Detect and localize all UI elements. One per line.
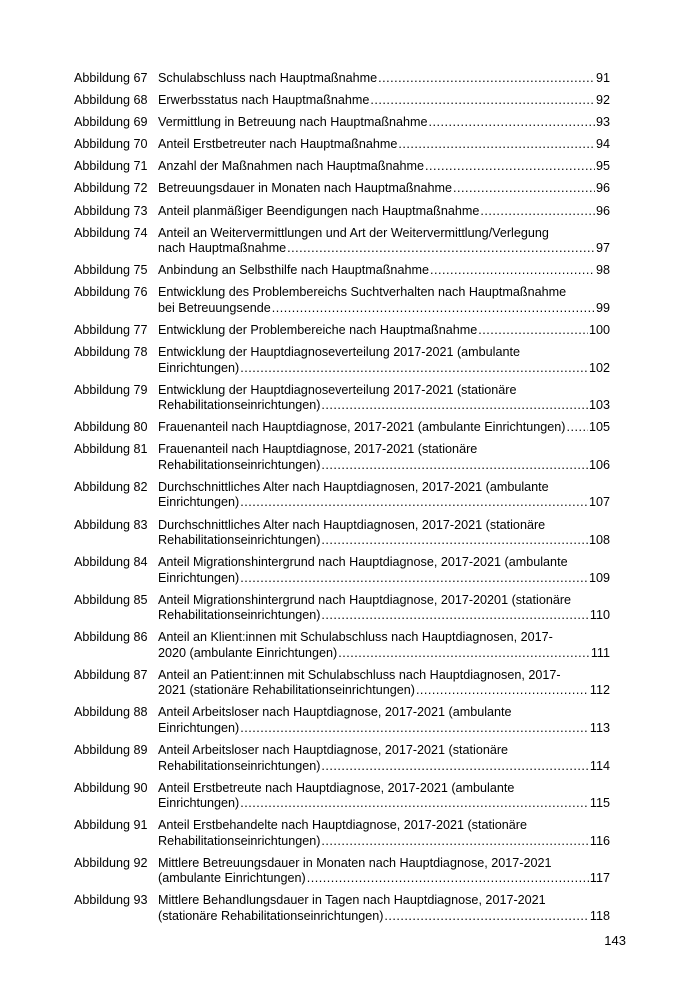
entry-title-last-line xyxy=(158,871,610,887)
entry-page-number[interactable]: 116 xyxy=(589,833,610,848)
figure-label: Abbildung 93 xyxy=(74,893,148,908)
entry-page-number[interactable]: 99 xyxy=(595,300,610,315)
entry-title-last-line xyxy=(158,683,610,699)
entry-title-tail: Rehabilitationseinrichtungen) xyxy=(158,758,321,773)
entry-text xyxy=(158,204,610,220)
toc-entry[interactable] xyxy=(74,555,610,586)
figure-label: Abbildung 87 xyxy=(74,667,148,682)
figure-label: Abbildung 72 xyxy=(74,181,148,196)
toc-entry[interactable] xyxy=(74,383,610,414)
entry-title-line1: Entwicklung der Hauptdiagnoseverteilung 2017-2021 (stationäre xyxy=(158,382,517,397)
dot-leader xyxy=(321,759,589,775)
toc-entry[interactable] xyxy=(74,893,610,924)
toc-entry[interactable] xyxy=(74,204,610,220)
dot-leader xyxy=(240,361,588,377)
entry-title-line1: Durchschnittliches Alter nach Hauptdiagnosen, 2017-2021 (stationäre xyxy=(158,517,546,532)
entry-text xyxy=(158,323,610,339)
entry-page-number[interactable]: 112 xyxy=(589,683,610,698)
entry-title-tail: Rehabilitationseinrichtungen) xyxy=(158,533,321,547)
entry-text xyxy=(158,181,610,197)
dot-leader xyxy=(430,263,595,279)
entry-title-last-line xyxy=(158,721,610,737)
entry-title-tail: Vermittlung in Betreuung nach Hauptmaßnahme xyxy=(158,115,428,130)
figure-label: Abbildung 85 xyxy=(74,592,148,607)
entry-text xyxy=(158,668,610,699)
figure-label: Abbildung 83 xyxy=(74,517,148,532)
entry-title-tail: Anteil planmäßiger Beendigungen nach Hauptmaßnahme xyxy=(158,203,480,218)
entry-title-last-line xyxy=(158,263,610,279)
figure-label: Abbildung 89 xyxy=(74,743,148,758)
dot-leader xyxy=(321,834,589,850)
entry-title-tail: Entwicklung der Problembereiche nach Hauptmaßnahme xyxy=(158,322,478,337)
entry-title-line1: Anteil Arbeitsloser nach Hauptdiagnose, 2017-2021 (stationäre xyxy=(158,743,509,758)
entry-title-last-line xyxy=(158,533,610,549)
entry-title-tail: Betreuungsdauer in Monaten nach Hauptmaßnahme xyxy=(158,181,453,196)
toc-entry[interactable] xyxy=(74,93,610,109)
toc-entry[interactable] xyxy=(74,856,610,887)
entry-title-last-line xyxy=(158,458,610,474)
entry-title-last-line xyxy=(158,834,610,850)
entry-title-line1: Anteil Arbeitsloser nach Hauptdiagnose, 2017-2021 (ambulante xyxy=(158,705,512,720)
figure-label: Abbildung 73 xyxy=(74,203,148,218)
entry-title-last-line xyxy=(158,796,610,812)
entry-title-tail: Anteil Erstbetreuter nach Hauptmaßnahme xyxy=(158,137,398,152)
figure-label: Abbildung 90 xyxy=(74,780,148,795)
entry-title-tail: 2021 (stationäre Rehabilitationseinrichtungen) xyxy=(158,683,415,698)
entry-title-tail: Erwerbsstatus nach Hauptmaßnahme xyxy=(158,93,370,108)
figure-label: Abbildung 84 xyxy=(74,555,148,570)
entry-title-line1: Anteil an Klient:innen mit Schulabschluss nach Hauptdiagnosen, 2017- xyxy=(158,630,553,645)
toc-entry[interactable] xyxy=(74,115,610,131)
figure-label: Abbildung 88 xyxy=(74,705,148,720)
entry-text xyxy=(158,263,610,279)
entry-page-number[interactable]: 111 xyxy=(590,645,610,660)
figure-label: Abbildung 81 xyxy=(74,442,148,457)
toc-entry[interactable] xyxy=(74,137,610,153)
entry-title-line1: Entwicklung der Hauptdiagnoseverteilung 2017-2021 (ambulante xyxy=(158,345,520,360)
dot-leader xyxy=(453,181,595,197)
entry-title-tail: Einrichtungen) xyxy=(158,570,240,585)
dot-leader xyxy=(321,458,588,474)
toc-entry[interactable] xyxy=(74,781,610,812)
entry-title-tail: Einrichtungen) xyxy=(158,360,240,375)
figure-label: Abbildung 70 xyxy=(74,137,148,152)
toc-entry[interactable] xyxy=(74,420,610,436)
entry-title-last-line xyxy=(158,909,610,925)
entry-text xyxy=(158,743,610,774)
dot-leader xyxy=(429,115,595,131)
dot-leader xyxy=(398,137,595,153)
entry-title-last-line xyxy=(158,93,610,109)
page-number: 143 xyxy=(604,933,626,948)
entry-text xyxy=(158,115,610,131)
entry-text xyxy=(158,71,610,87)
figure-label: Abbildung 91 xyxy=(74,818,148,833)
entry-title-tail: Rehabilitationseinrichtungen) xyxy=(158,833,321,848)
figure-label: Abbildung 67 xyxy=(74,71,148,85)
toc-entry[interactable] xyxy=(74,285,610,316)
dot-leader xyxy=(425,159,595,175)
entry-text xyxy=(158,856,610,887)
entry-page-number[interactable]: 113 xyxy=(589,720,610,735)
entry-text xyxy=(158,159,610,175)
entry-title-tail: Rehabilitationseinrichtungen) xyxy=(158,608,321,623)
dot-leader xyxy=(321,398,588,414)
toc-entry[interactable] xyxy=(74,668,610,699)
entry-title-last-line xyxy=(158,608,610,624)
entry-title-tail: Frauenanteil nach Hauptdiagnose, 2017-2021 (ambulante Einrichtungen) xyxy=(158,420,566,435)
entry-text xyxy=(158,893,610,924)
entry-title-last-line xyxy=(158,181,610,197)
toc-entry[interactable] xyxy=(74,71,610,87)
entry-title-tail: 2020 (ambulante Einrichtungen) xyxy=(158,645,338,660)
toc-entry[interactable] xyxy=(74,705,610,736)
entry-text xyxy=(158,345,610,376)
dot-leader xyxy=(478,323,588,339)
entry-title-last-line xyxy=(158,204,610,220)
entry-title-tail: Rehabilitationseinrichtungen) xyxy=(158,457,321,472)
figure-list xyxy=(74,71,610,931)
figure-label: Abbildung 82 xyxy=(74,479,148,494)
dot-leader xyxy=(338,646,590,662)
toc-entry[interactable] xyxy=(74,442,610,473)
toc-entry[interactable] xyxy=(74,480,610,511)
entry-page-number[interactable]: 91 xyxy=(595,71,610,85)
entry-title-tail: Einrichtungen) xyxy=(158,796,240,811)
dot-leader xyxy=(378,71,595,87)
toc-entry[interactable] xyxy=(74,630,610,661)
figure-label: Abbildung 71 xyxy=(74,159,148,174)
dot-leader xyxy=(307,871,589,887)
entry-page-number[interactable]: 110 xyxy=(589,608,610,623)
dot-leader xyxy=(566,420,588,436)
dot-leader xyxy=(240,796,589,812)
entry-text xyxy=(158,555,610,586)
entry-page-number[interactable]: 92 xyxy=(595,93,610,108)
entry-page-number[interactable]: 107 xyxy=(588,495,610,510)
entry-text xyxy=(158,705,610,736)
entry-title-last-line xyxy=(158,759,610,775)
dot-leader xyxy=(321,533,588,549)
entry-title-last-line xyxy=(158,241,610,257)
entry-page-number[interactable]: 97 xyxy=(595,241,610,256)
entry-page-number[interactable]: 103 xyxy=(588,398,610,413)
figure-label: Abbildung 92 xyxy=(74,855,148,870)
entry-page-number[interactable]: 109 xyxy=(588,570,610,585)
toc-entry[interactable] xyxy=(74,181,610,197)
entry-title-tail: (stationäre Rehabilitationseinrichtungen) xyxy=(158,908,384,923)
dot-leader xyxy=(384,909,589,925)
dot-leader xyxy=(287,241,595,257)
entry-title-line1: Anteil Erstbetreute nach Hauptdiagnose, 2017-2021 (ambulante xyxy=(158,780,515,795)
entry-page-number[interactable]: 96 xyxy=(595,203,610,218)
toc-entry[interactable] xyxy=(74,345,610,376)
entry-page-number[interactable]: 95 xyxy=(595,159,610,174)
toc-entry[interactable] xyxy=(74,159,610,175)
entry-page-number[interactable]: 114 xyxy=(589,758,610,773)
entry-text xyxy=(158,818,610,849)
dot-leader xyxy=(416,683,589,699)
entry-title-line1: Mittlere Behandlungsdauer in Tagen nach Hauptdiagnose, 2017-2021 xyxy=(158,893,546,908)
entry-title-line1: Frauenanteil nach Hauptdiagnose, 2017-2021 (stationäre xyxy=(158,442,478,457)
figure-label: Abbildung 68 xyxy=(74,93,148,108)
entry-page-number[interactable]: 115 xyxy=(589,796,610,811)
entry-title-line1: Entwicklung des Problembereichs Suchtverhalten nach Hauptmaßnahme xyxy=(158,285,567,300)
dot-leader xyxy=(240,721,589,737)
dot-leader xyxy=(480,204,595,220)
figure-label: Abbildung 80 xyxy=(74,420,148,435)
entry-title-tail: (ambulante Einrichtungen) xyxy=(158,871,306,886)
entry-title-tail: Anzahl der Maßnahmen nach Hauptmaßnahme xyxy=(158,159,425,174)
toc-entry[interactable] xyxy=(74,323,610,339)
dot-leader xyxy=(272,301,595,317)
entry-title-tail: Schulabschluss nach Hauptmaßnahme xyxy=(158,71,378,85)
entry-page-number[interactable]: 117 xyxy=(589,871,610,886)
entry-title-last-line xyxy=(158,571,610,587)
figure-label: Abbildung 77 xyxy=(74,322,148,337)
dot-leader xyxy=(321,608,589,624)
entry-text xyxy=(158,593,610,624)
entry-title-tail: Rehabilitationseinrichtungen) xyxy=(158,398,321,413)
entry-title-line1: Mittlere Betreuungsdauer in Monaten nach Hauptdiagnose, 2017-2021 xyxy=(158,855,552,870)
entry-title-last-line xyxy=(158,323,610,339)
toc-entry[interactable] xyxy=(74,593,610,624)
entry-title-line1: Anteil Migrationshintergrund nach Hauptdiagnose, 2017-20201 (stationäre xyxy=(158,592,572,607)
entry-page-number[interactable]: 94 xyxy=(595,137,610,152)
entry-title-last-line xyxy=(158,301,610,317)
entry-text xyxy=(158,93,610,109)
entry-title-last-line xyxy=(158,159,610,175)
entry-title-tail: Einrichtungen) xyxy=(158,720,240,735)
toc-entry[interactable] xyxy=(74,818,610,849)
entry-text xyxy=(158,781,610,812)
entry-page-number[interactable]: 106 xyxy=(588,457,610,472)
entry-text xyxy=(158,137,610,153)
entry-text xyxy=(158,480,610,511)
entry-page-number[interactable]: 108 xyxy=(588,533,610,547)
dot-leader xyxy=(370,93,595,109)
entry-title-tail: Einrichtungen) xyxy=(158,495,240,510)
figure-label: Abbildung 69 xyxy=(74,115,148,130)
entry-title-last-line xyxy=(158,398,610,414)
entry-text xyxy=(158,420,610,436)
entry-title-tail: bei Betreuungsende xyxy=(158,300,271,315)
toc-entry[interactable] xyxy=(74,263,610,279)
entry-text xyxy=(158,630,610,661)
figure-label: Abbildung 86 xyxy=(74,630,148,645)
entry-title-tail: nach Hauptmaßnahme xyxy=(158,241,287,256)
entry-page-number[interactable]: 98 xyxy=(595,263,610,278)
entry-text xyxy=(158,383,610,414)
entry-title-last-line xyxy=(158,646,610,662)
dot-leader xyxy=(240,495,588,511)
entry-title-last-line xyxy=(158,71,610,87)
entry-title-line1: Anteil Migrationshintergrund nach Hauptdiagnose, 2017-2021 (ambulante xyxy=(158,555,568,570)
entry-title-last-line xyxy=(158,495,610,511)
entry-page-number[interactable]: 118 xyxy=(589,908,610,923)
entry-title-last-line xyxy=(158,361,610,377)
figure-label: Abbildung 78 xyxy=(74,345,148,360)
entry-page-number[interactable]: 93 xyxy=(595,115,610,130)
entry-page-number[interactable]: 105 xyxy=(588,420,610,435)
figure-label: Abbildung 74 xyxy=(74,225,148,240)
entry-page-number[interactable]: 96 xyxy=(595,181,610,196)
entry-title-line1: Anteil Erstbehandelte nach Hauptdiagnose, 2017-2021 (stationäre xyxy=(158,818,527,833)
toc-entry[interactable] xyxy=(74,226,610,257)
entry-page-number[interactable]: 100 xyxy=(588,322,610,337)
entry-text xyxy=(158,285,610,316)
entry-text xyxy=(158,518,610,549)
entry-title-last-line xyxy=(158,115,610,131)
figure-label: Abbildung 76 xyxy=(74,285,148,300)
toc-entry[interactable] xyxy=(74,518,610,549)
entry-text xyxy=(158,226,610,257)
entry-title-line1: Durchschnittliches Alter nach Hauptdiagnosen, 2017-2021 (ambulante xyxy=(158,479,549,494)
dot-leader xyxy=(240,571,588,587)
entry-title-line1: Anteil an Patient:innen mit Schulabschluss nach Hauptdiagnosen, 2017- xyxy=(158,667,561,682)
toc-entry[interactable] xyxy=(74,743,610,774)
entry-title-tail: Anbindung an Selbsthilfe nach Hauptmaßnahme xyxy=(158,263,429,278)
entry-title-line1: Anteil an Weitervermittlungen und Art der Weitervermittlung/Verlegung xyxy=(158,225,549,240)
entry-title-last-line xyxy=(158,137,610,153)
entry-title-last-line xyxy=(158,420,610,436)
figure-label: Abbildung 75 xyxy=(74,263,148,278)
figure-label: Abbildung 79 xyxy=(74,382,148,397)
entry-page-number[interactable]: 102 xyxy=(588,360,610,375)
entry-text xyxy=(158,442,610,473)
